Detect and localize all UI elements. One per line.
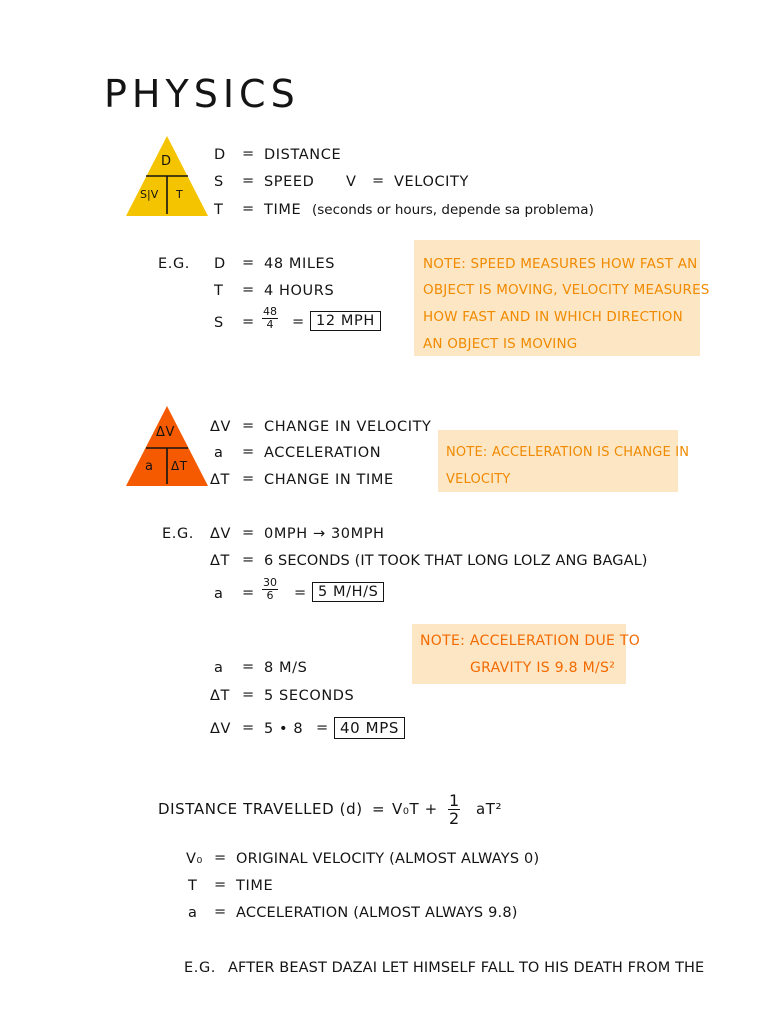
example-eq: =: [242, 282, 255, 298]
example-text: 5 SECONDS: [264, 688, 355, 704]
accel-triangle-right-label: ΔT: [171, 459, 188, 473]
answer-box: 40 MPS: [334, 717, 405, 739]
speed-triangle-top-label: D: [161, 154, 172, 169]
example-sym: D: [214, 256, 226, 272]
def-text: VELOCITY: [394, 174, 469, 190]
accel-fraction: [262, 577, 278, 602]
accel-triangle-left-label: a: [145, 459, 154, 474]
distance-formula-eq: =: [372, 800, 386, 818]
example-eq: =: [242, 659, 255, 675]
example-text: AFTER BEAST DAZAI LET HIMSELF FALL TO HIS DEATH FROM THE: [228, 960, 705, 976]
answer-box: 5 M/H/S: [312, 582, 384, 602]
example-eq: =: [292, 314, 305, 330]
example-eq: =: [294, 585, 307, 601]
speed-fraction: [262, 306, 278, 331]
example-label: E.G.: [184, 960, 217, 976]
accel-note-line: VELOCITY: [446, 472, 511, 487]
example-text: 0MPH → 30MPH: [264, 526, 385, 542]
distance-fraction: [448, 792, 460, 827]
def-eq: =: [214, 877, 227, 893]
speed-note-line: OBJECT IS MOVING, VELOCITY MEASURES: [423, 282, 710, 298]
def-sym: V: [346, 174, 357, 190]
speed-triangle: [126, 136, 208, 216]
example-sym: ΔV: [210, 526, 232, 542]
def-eq: =: [214, 850, 227, 866]
def-sym: D: [214, 147, 226, 163]
example-eq: =: [242, 687, 255, 703]
def-eq: =: [214, 904, 227, 920]
def-sym: T: [214, 202, 224, 218]
distance-formula-left: DISTANCE TRAVELLED (d): [158, 800, 363, 818]
example-text: 48 MILES: [264, 256, 336, 272]
fraction-denominator: 2: [449, 809, 460, 828]
example-label: E.G.: [158, 256, 191, 272]
def-text: TIME: [236, 878, 274, 894]
example-sym: ΔV: [210, 721, 232, 737]
accel-note-line: NOTE: ACCELERATION IS CHANGE IN: [446, 445, 690, 460]
def-sym: a: [188, 905, 198, 921]
answer-box: 12 MPH: [310, 311, 381, 331]
def-eq: =: [242, 201, 255, 217]
fraction-numerator: 1: [449, 791, 460, 810]
example-text: 8 M/S: [264, 660, 308, 676]
speed-triangle-left-label: S|V: [140, 188, 159, 201]
def-text: TIME: [264, 202, 302, 218]
example-eq: =: [242, 552, 255, 568]
fraction-denominator: 4: [266, 318, 274, 331]
example-eq: =: [242, 585, 255, 601]
distance-formula-term2: aT²: [476, 800, 503, 818]
speed-note-line: AN OBJECT IS MOVING: [423, 336, 578, 352]
example-sym: ΔT: [210, 688, 230, 704]
example-eq: =: [242, 255, 255, 271]
def-paren: (seconds or hours, depende sa problema): [312, 202, 594, 218]
example-sym: a: [214, 660, 224, 676]
acceleration-triangle: [126, 406, 208, 486]
def-text: CHANGE IN VELOCITY: [264, 419, 432, 435]
gravity-note-line: GRAVITY IS 9.8 M/S²: [470, 660, 616, 676]
def-sym: V₀: [186, 851, 203, 867]
accel-triangle-top-label: ΔV: [156, 425, 175, 440]
def-sym: a: [214, 445, 224, 461]
def-text: ACCELERATION: [264, 445, 382, 461]
def-text: SPEED: [264, 174, 315, 190]
example-eq: =: [316, 720, 329, 736]
def-text: ORIGINAL VELOCITY (ALMOST ALWAYS 0): [236, 851, 540, 867]
def-eq: =: [242, 418, 255, 434]
def-sym: ΔT: [210, 472, 230, 488]
example-text: 6 SECONDS (IT TOOK THAT LONG LOLZ ANG BAGAL): [264, 553, 648, 569]
def-eq: =: [372, 173, 385, 189]
example-sym: S: [214, 315, 224, 331]
def-text: CHANGE IN TIME: [264, 472, 394, 488]
def-text: ACCELERATION (ALMOST ALWAYS 9.8): [236, 905, 518, 921]
def-eq: =: [242, 471, 255, 487]
def-sym: ΔV: [210, 419, 232, 435]
def-sym: T: [188, 878, 198, 894]
example-eq: =: [242, 314, 255, 330]
distance-formula-term1: V₀T +: [392, 800, 438, 818]
def-eq: =: [242, 173, 255, 189]
def-eq: =: [242, 146, 255, 162]
example-sym: T: [214, 283, 224, 299]
def-eq: =: [242, 444, 255, 460]
example-eq: =: [242, 525, 255, 541]
example-label: E.G.: [162, 526, 195, 542]
fraction-numerator: 48: [263, 305, 277, 318]
example-sym: a: [214, 586, 224, 602]
speed-note-line: NOTE: SPEED MEASURES HOW FAST AN: [423, 256, 698, 272]
page-title: PHYSICS: [104, 72, 300, 116]
fraction-denominator: 6: [266, 589, 274, 602]
example-eq: =: [242, 720, 255, 736]
def-sym: S: [214, 174, 224, 190]
example-text: 5 • 8: [264, 721, 304, 737]
gravity-note-line: NOTE: ACCELERATION DUE TO: [420, 633, 641, 649]
example-sym: ΔT: [210, 553, 230, 569]
example-text: 4 HOURS: [264, 283, 335, 299]
speed-triangle-right-label: T: [176, 188, 184, 201]
def-text: DISTANCE: [264, 147, 342, 163]
speed-note-line: HOW FAST AND IN WHICH DIRECTION: [423, 309, 683, 325]
fraction-numerator: 30: [263, 576, 277, 589]
